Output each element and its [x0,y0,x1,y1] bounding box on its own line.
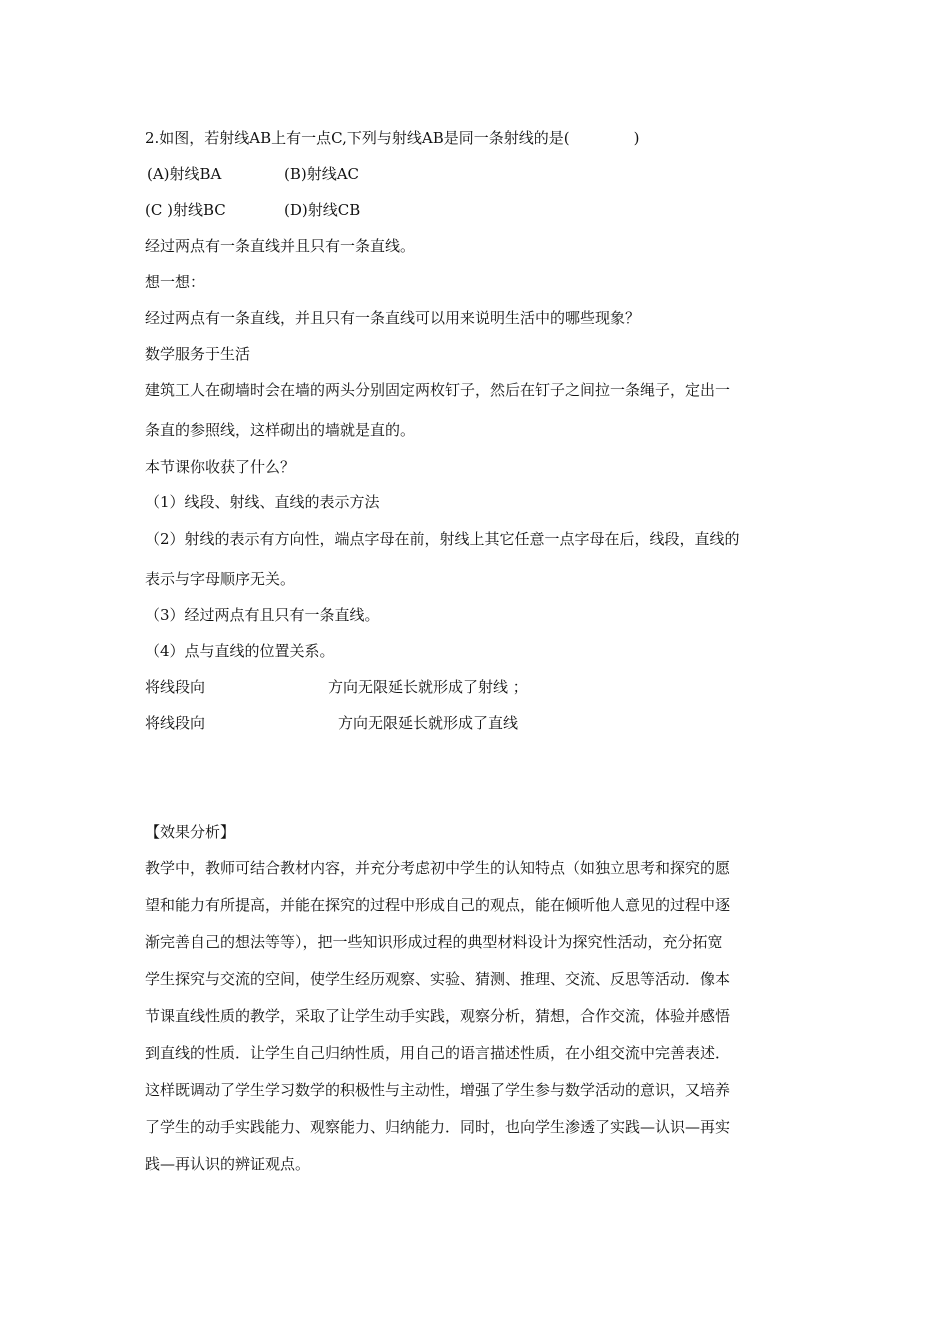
analysis-line: 教学中，教师可结合教材内容，并充分考虑初中学生的认知特点（如独立思考和探究的愿 [145,859,731,877]
option-d: (D)射线CB [284,201,361,219]
fill-blank-line [145,713,518,733]
option-a: (A)射线BA [147,165,222,183]
summary-heading: 本节课你收获了什么？ [145,458,296,476]
option-b: (B)射线AC [284,165,360,183]
summary-item-4: （4）点与直线的位置关系。 [145,642,335,660]
fill-blank-ray-before: 将线段向 [145,678,206,696]
axiom-text: 经过两点有一条直线并且只有一条直线。 [145,237,416,255]
fill-blank-ray-after: 方向无限延长就形成了射线 ； [328,678,528,696]
think-heading: 想一想： [145,273,206,291]
summary-item-2-cont: 表示与字母顺序无关。 [145,570,296,588]
life-text-line-2: 条直的参照线，这样砌出的墙就是直的。 [145,421,416,439]
question-stem-text: 2.如图，若射线AB上有一点C,下列与射线AB是同一条射线的是( [145,129,570,147]
analysis-heading: 【效果分析】 [145,823,236,841]
analysis-line: 渐完善自己的想法等等），把一些知识形成过程的典型材料设计为探究性活动，充分拓宽 [145,933,723,951]
option-c: (C )射线BC [145,201,226,219]
life-heading: 数学服务于生活 [145,345,251,363]
question-stem-close: ) [633,129,640,147]
analysis-line: 节课直线性质的教学，采取了让学生动手实践，观察分析，猜想，合作交流，体验并感悟 [145,1007,731,1025]
analysis-line: 望和能力有所提高，并能在探究的过程中形成自己的观点，能在倾听他人意见的过程中逐 [145,896,731,914]
summary-item-1: （1）线段、射线、直线的表示方法 [145,493,380,511]
fill-blank-ray [145,677,528,697]
analysis-line: 了学生的动手实践能力、观察能力、归纳能力．同时，也向学生渗透了实践—认识—再实 [145,1118,731,1136]
think-question: 经过两点有一条直线，并且只有一条直线可以用来说明生活中的哪些现象？ [145,309,641,327]
fill-blank-line-after: 方向无限延长就形成了直线 [338,714,519,732]
question-stem [145,128,639,148]
summary-item-3: （3）经过两点有且只有一条直线。 [145,606,380,624]
analysis-line: 践—再认识的辨证观点。 [145,1155,311,1173]
life-text-line-1: 建筑工人在砌墙时会在墙的两头分别固定两枚钉子，然后在钉子之间拉一条绳子，定出一 [145,381,731,399]
fill-blank-line-before: 将线段向 [145,714,206,732]
analysis-line: 这样既调动了学生学习数学的积极性与主动性，增强了学生参与数学活动的意识，又培养 [145,1081,731,1099]
analysis-line: 学生探究与交流的空间，使学生经历观察、实验、猜测、推理、交流、反思等活动．像本 [145,970,731,988]
analysis-line: 到直线的性质．让学生自己归纳性质，用自己的语言描述性质，在小组交流中完善表述． [145,1044,731,1062]
summary-item-2: （2）射线的表示有方向性，端点字母在前，射线上其它任意一点字母在后，线段，直线的 [145,530,740,548]
